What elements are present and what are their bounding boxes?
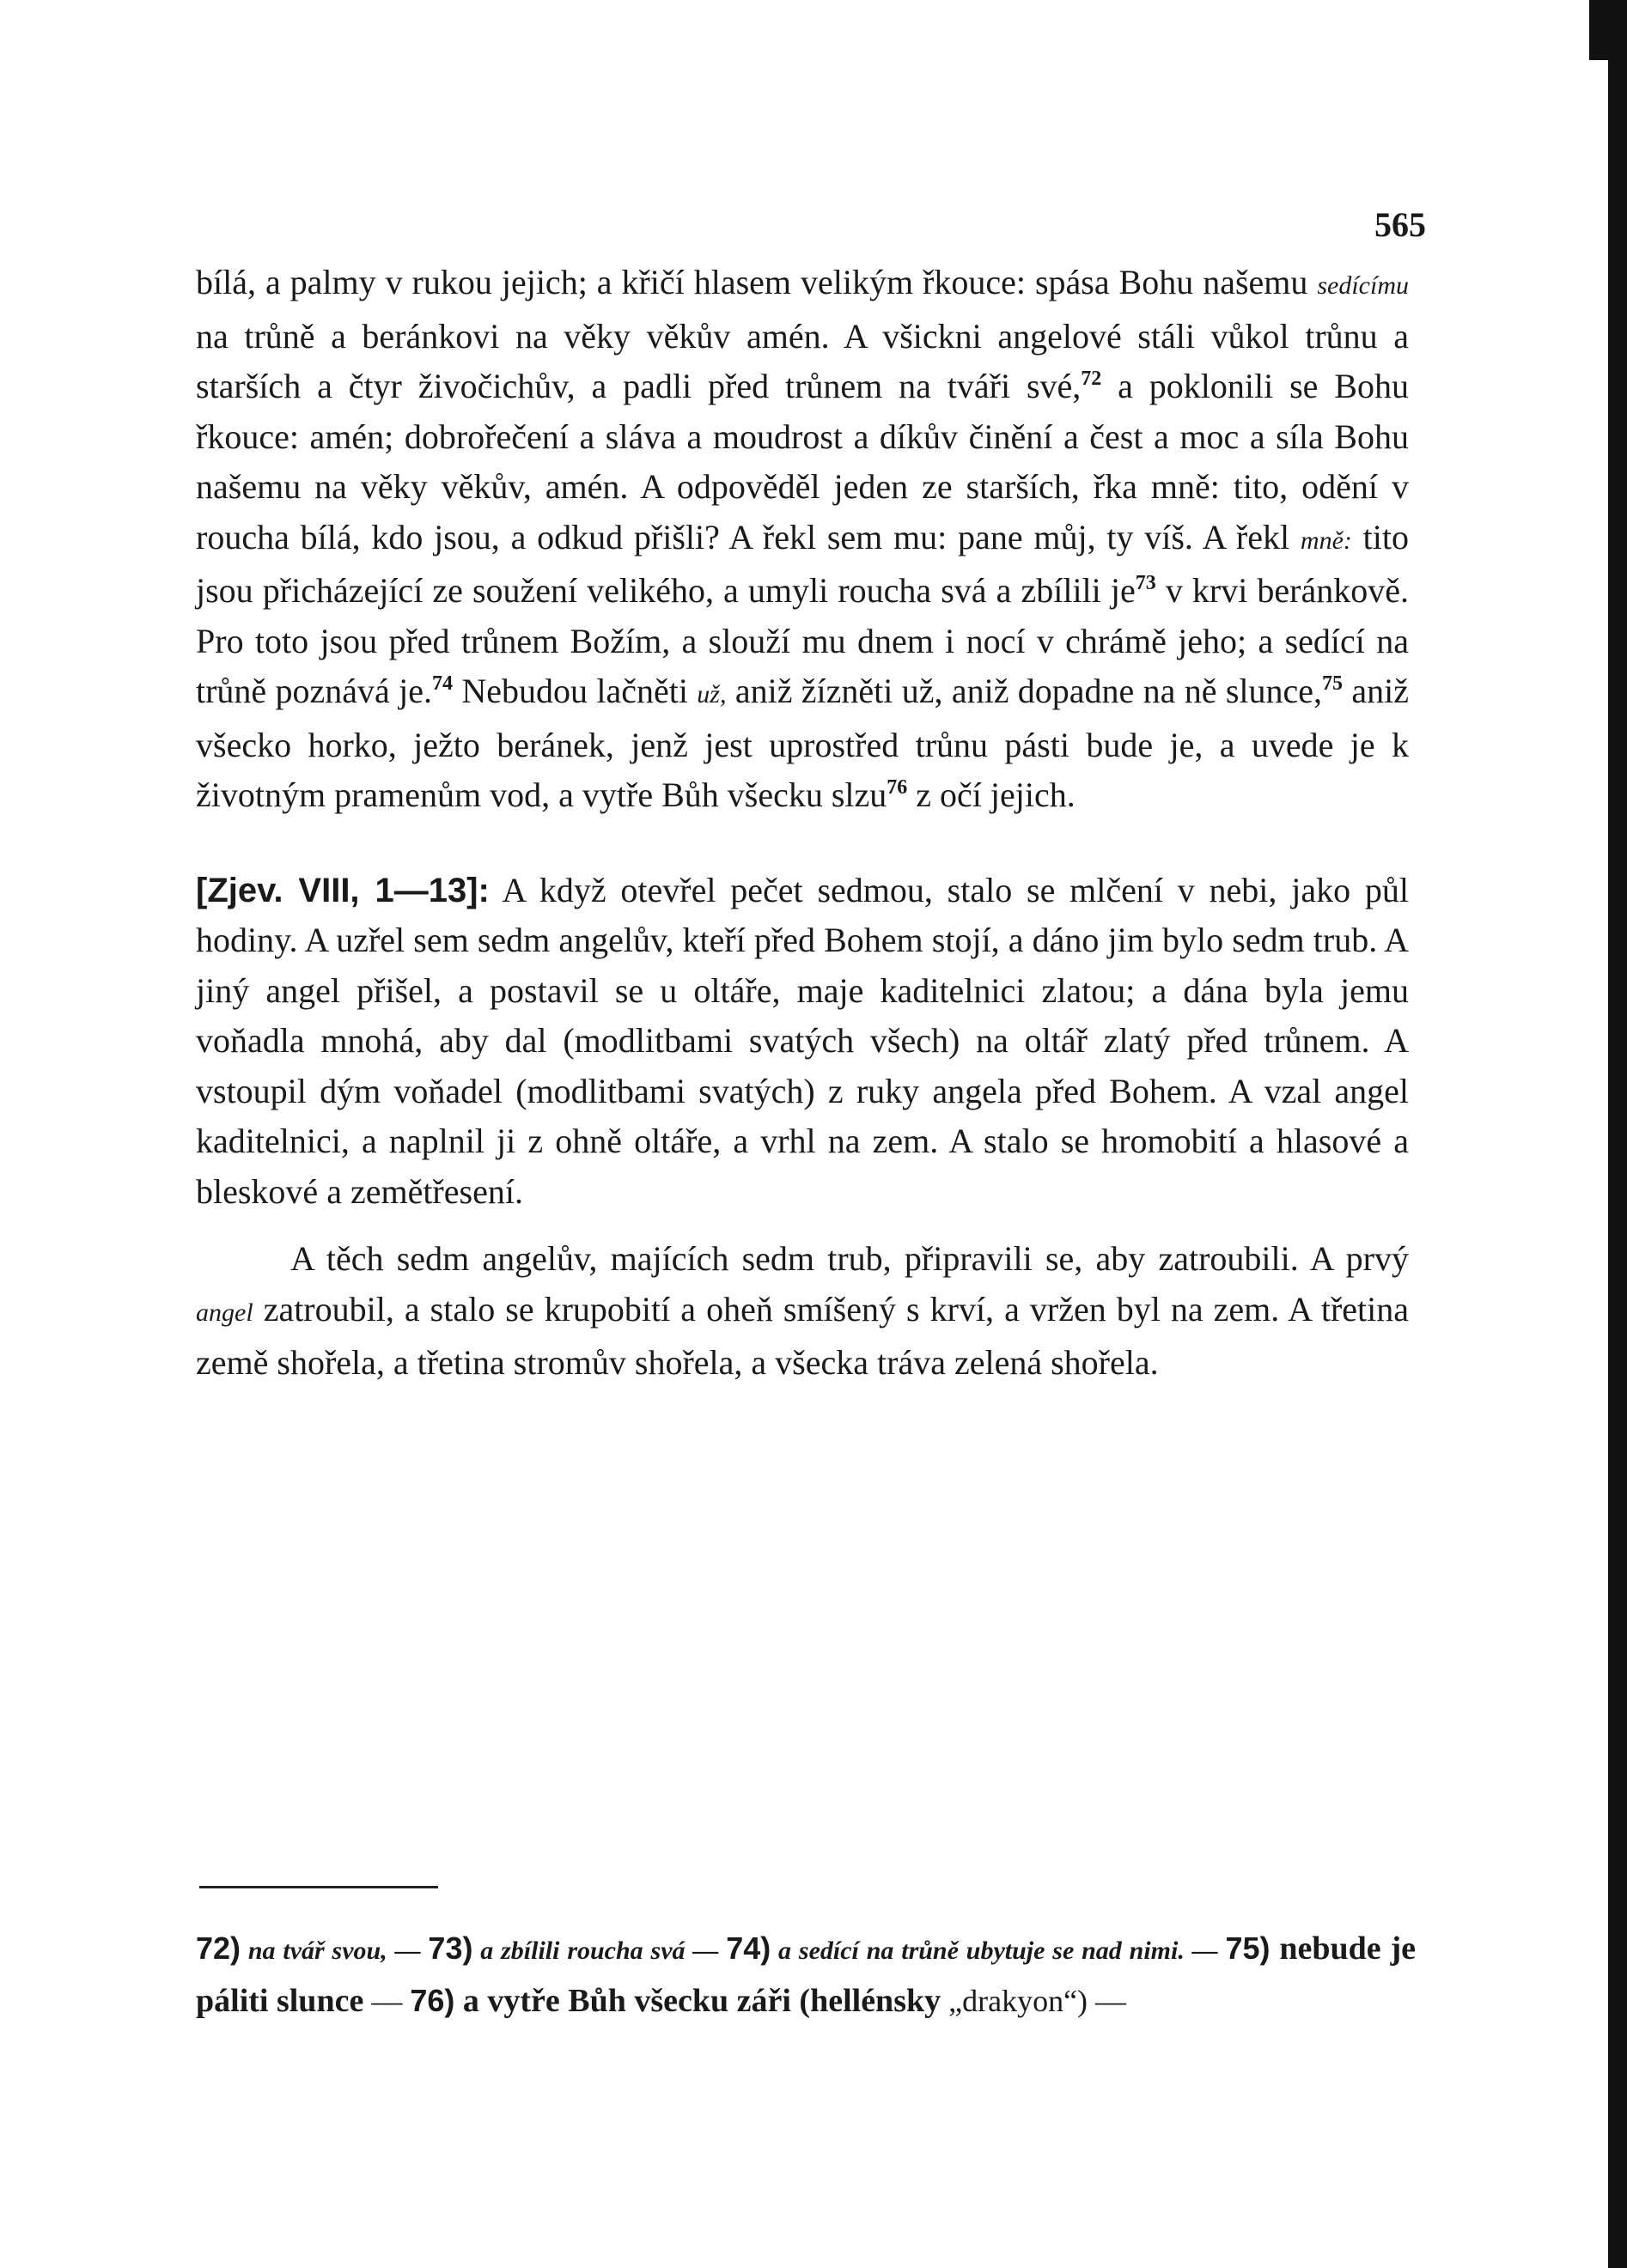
text: na trůně a beránkovi na věky věkův amén. A všickni angelové stáli vůkol trůnu a starších a čtyr živočichův, a padli před trůnem na tváři své, (196, 316, 1409, 405)
italic-text: mně: (1300, 526, 1352, 555)
page-number: 565 (1374, 205, 1426, 244)
footnote-ref-74[interactable]: 74 (432, 672, 454, 695)
footnote-text: „drakyon“) — (941, 1984, 1127, 2018)
text: Nebudou lačněti (453, 672, 698, 710)
footnote-number: 75) (1225, 1931, 1271, 1966)
footnote-number: 76) (410, 1983, 455, 2018)
footnote-ref-72[interactable]: 72 (1081, 368, 1102, 390)
page-body (196, 258, 1409, 1389)
text: a poklonili se Bohu řkouce: amén; dobrořečení a sláva a moudrost a díkův činění a čest a moc a síla Bohu našemu na věky věkův, amén. A odpověděl jeden ze starších, řka mně: tito, odění v roucha bílá, kdo jsou, a odkud přišli? A řekl sem mu: pane můj, ty víš. A řekl (196, 367, 1409, 556)
paragraph-2 (196, 866, 1409, 1218)
paragraph-3 (196, 1234, 1409, 1389)
text: aniž žízněti už, aniž dopadne na ně slunce, (726, 672, 1323, 710)
footnote-text: na tvář svou, — (241, 1937, 429, 1965)
text: zatroubil, a stalo se krupobití a oheň smíšený s krví, a vržen byl na zem. A třetina země shořela, a třetina stromův shořela, a všecka tráva zelená shořela. (196, 1289, 1409, 1382)
footnotes (196, 1924, 1416, 2026)
footnote-number: 72) (196, 1931, 241, 1966)
footnote-number: 74) (726, 1931, 771, 1966)
text: aniž všecko horko, ježto beránek, jenž jest uprostřed trůnu pásti bude je, a uvede je k životným pramenům vod, a vytře Bůh všecku slzu (196, 672, 1409, 814)
text: tito jsou přicházející ze soužení velikého, a umyli roucha svá a zbílili je (196, 517, 1410, 610)
footnote-text: a vytře Bůh všecku záři ( (454, 1983, 811, 2019)
text: bílá, a palmy v rukou jejich; a křičí hlasem velikým řkouce: spása Bohu našemu (196, 263, 1318, 301)
footnote-text: a zbílili roucha svá — (472, 1937, 727, 1965)
text: A když otevřel pečet sedmou, stalo se mlčení v nebi, jako půl hodiny. A uzřel sem sedm angelův, kteří před Bohem stojí, a dáno jim bylo sedm trub. A jiný angel přišel, a postavil se u oltáře, maje kaditelnici zlatou; a dána byla jemu voňadla mnohá, aby dal (modlitbami svatých všech) na oltář zlatý před trůnem. A vstoupil dým voňadel (modlitbami svatých) z ruky angela před Bohem. A vzal angel kaditelnici, a naplnil ji z ohně oltáře, a vrhl na zem. A stalo se hromobití a hlasové a bleskové a zemětřesení. (196, 870, 1409, 1211)
footnote-ref-75[interactable]: 75 (1322, 672, 1344, 695)
footnote-text-blackletter: hellénsky (810, 1983, 941, 2019)
footnote-text: nebude je páliti slunce (196, 1931, 1416, 2019)
italic-text: už, (697, 680, 727, 708)
text: v krvi beránkově. Pro toto jsou před trůnem Božím, a slouží mu dnem i nocí v chrámě jeho; a sedící na trůně poznává je. (196, 571, 1409, 710)
footnote-number: 73) (428, 1931, 473, 1966)
footnote-separator-dash: — (363, 1984, 411, 2018)
footnote-ref-73[interactable]: 73 (1135, 572, 1156, 594)
paragraph-1 (196, 258, 1409, 821)
italic-text: angel (196, 1298, 253, 1327)
text: A těch sedm angelův, majících sedm trub, připravili se, aby zatroubili. A prvý (290, 1239, 1409, 1278)
scan-edge (1608, 0, 1627, 2268)
footnote-ref-76[interactable]: 76 (887, 776, 908, 799)
text: z očí jejich. (907, 775, 1076, 814)
footnote-text: a sedící na trůně ubytuje se nad nimi. — (771, 1937, 1226, 1965)
scripture-reference: [Zjev. VIII, 1—13]: (196, 871, 490, 909)
footnote-separator (199, 1886, 438, 1888)
italic-text: sedícímu (1317, 271, 1409, 300)
